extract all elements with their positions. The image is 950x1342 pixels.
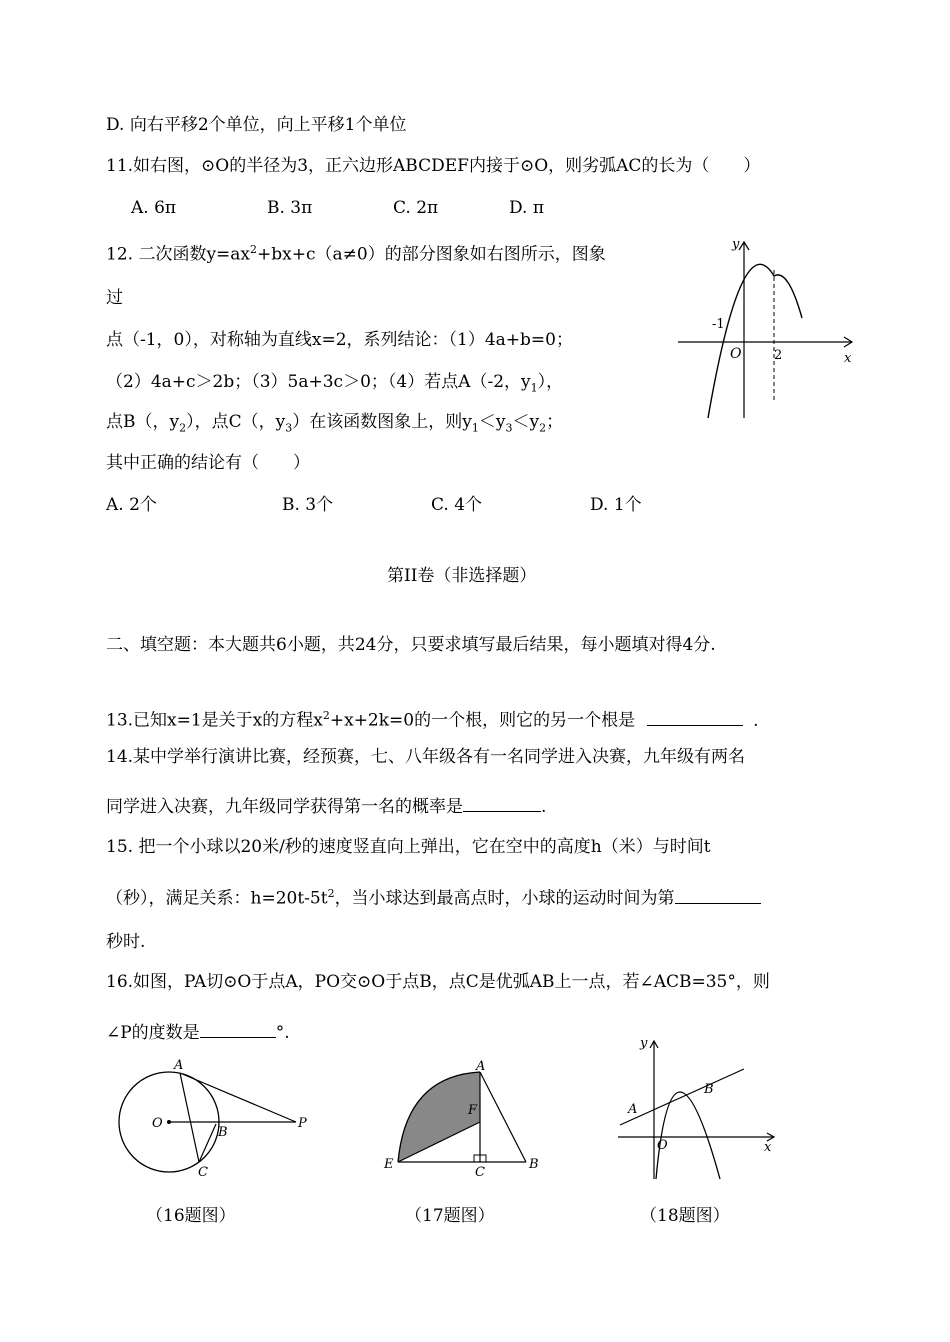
q12-neg-one-label: -1 (712, 317, 725, 332)
q10-option-d: D. 向右平移2个单位，向上平移1个单位 (106, 115, 407, 135)
q12-option-a: A. 2个 (106, 495, 157, 515)
segment-cb (199, 1124, 216, 1162)
fig18-caption: （18题图） (640, 1206, 730, 1226)
q16-line2: ∠P的度数是 °. (106, 1023, 290, 1043)
q12-line4: （2）4a+c＞2b；（3）5a+3c＞0；（4）若点A（-2，$y_1$）， (106, 372, 564, 395)
q15-line2: （秒），满足关系：$h=20t-5t^2$，当小球达到最高点时，小球的运动时间为第 (106, 883, 761, 910)
fig16-c-label: C (198, 1165, 208, 1180)
fig18-b-label: B (704, 1082, 714, 1097)
q12-origin-label: O (730, 346, 742, 362)
fig16-b-label: B (218, 1125, 228, 1140)
parabola-curve (708, 264, 802, 418)
q12-line1: 12. 二次函数$y=ax^2+bx+c(a\ne 0)$的部分图象如右图所示，图象 (106, 243, 606, 265)
figure-18 (614, 1033, 784, 1183)
q16-line1: 16.如图，PA切⊙O于点A，PO交⊙O于点B，点C是优弧AB上一点，若∠ACB=35°，则 (106, 972, 770, 992)
fig18-o-label: O (657, 1138, 668, 1153)
q13-answer-blank[interactable] (647, 709, 743, 726)
fig17-f-label: F (468, 1103, 478, 1118)
q15-line3: 秒时. (106, 932, 146, 952)
q12-x-label: x (844, 351, 852, 366)
q13-line: 13.已知x=1是关于x的方程$x^2+x+2k=0$的一个根，则它的另一个根是 . (106, 709, 759, 731)
q12-two-label: 2 (774, 348, 783, 363)
tangent-pa (180, 1073, 296, 1122)
fig16-p-label: P (298, 1116, 307, 1131)
fig16-a-label: A (174, 1058, 184, 1073)
section2-title: 第II卷（非选择题） (387, 566, 537, 586)
fig18-a-label: A (628, 1102, 638, 1117)
segment-ac (180, 1073, 199, 1162)
q12-y-label: y (732, 237, 740, 252)
fig17-a-label: A (476, 1059, 486, 1074)
q12-line2: 过 (106, 288, 123, 308)
fig17-b-label: B (529, 1157, 539, 1172)
figure-17 (378, 1058, 548, 1178)
q12-line6: 其中正确的结论有（ ） (106, 453, 310, 473)
q11-option-a: A. 6π (131, 198, 177, 218)
q12-line3: 点（-1，0），对称轴为直线x=2，系列结论：（1）4a+b=0； (106, 330, 573, 350)
q15-line1: 15. 把一个小球以20米/秒的速度竖直向上弹出，它在空中的高度h（米）与时间t (106, 837, 711, 857)
section2-heading: 二、填空题：本大题共6小题，共24分，只要求填写最后结果，每小题填对得4分. (106, 635, 716, 655)
q11-option-b: B. 3π (267, 198, 313, 218)
fig17-caption: （17题图） (405, 1206, 495, 1226)
fig17-e-label: E (384, 1157, 394, 1172)
q14-answer-blank[interactable] (463, 795, 541, 812)
q12-parabola-graph (670, 232, 860, 422)
fig16-o-label: O (152, 1116, 163, 1131)
fig17-c-label: C (475, 1165, 485, 1178)
q11-option-c: C. 2π (393, 198, 439, 218)
q12-line5: 点B（，$y_2$），点C（，$y_3$）在该函数图象上，则$y_1<y_3<y_2$； (106, 412, 564, 435)
q14-line1: 14.某中学举行演讲比赛，经预赛，七、八年级各有一名同学进入决赛，九年级有两名 (106, 747, 746, 767)
line-ab (620, 1069, 744, 1125)
center-point (167, 1120, 171, 1124)
q14-line2: 同学进入决赛，九年级同学获得第一名的概率是 . (106, 797, 547, 817)
q12-option-d: D. 1个 (590, 495, 642, 515)
q16-answer-blank[interactable] (200, 1021, 276, 1038)
fig18-x-label: x (764, 1140, 772, 1155)
fig16-caption: （16题图） (146, 1206, 236, 1226)
q12-option-c: C. 4个 (431, 495, 483, 515)
fig18-y-label: y (640, 1036, 648, 1051)
q15-answer-blank[interactable] (675, 887, 761, 904)
segment-ab (480, 1072, 526, 1162)
q12-option-b: B. 3个 (282, 495, 334, 515)
q11-option-d: D. π (509, 198, 545, 218)
figure-16 (110, 1055, 320, 1180)
q11-stem: 11.如右图，⊙O的半径为3，正六边形ABCDEF内接于⊙O，则劣弧AC的长为（ ） (106, 156, 761, 176)
